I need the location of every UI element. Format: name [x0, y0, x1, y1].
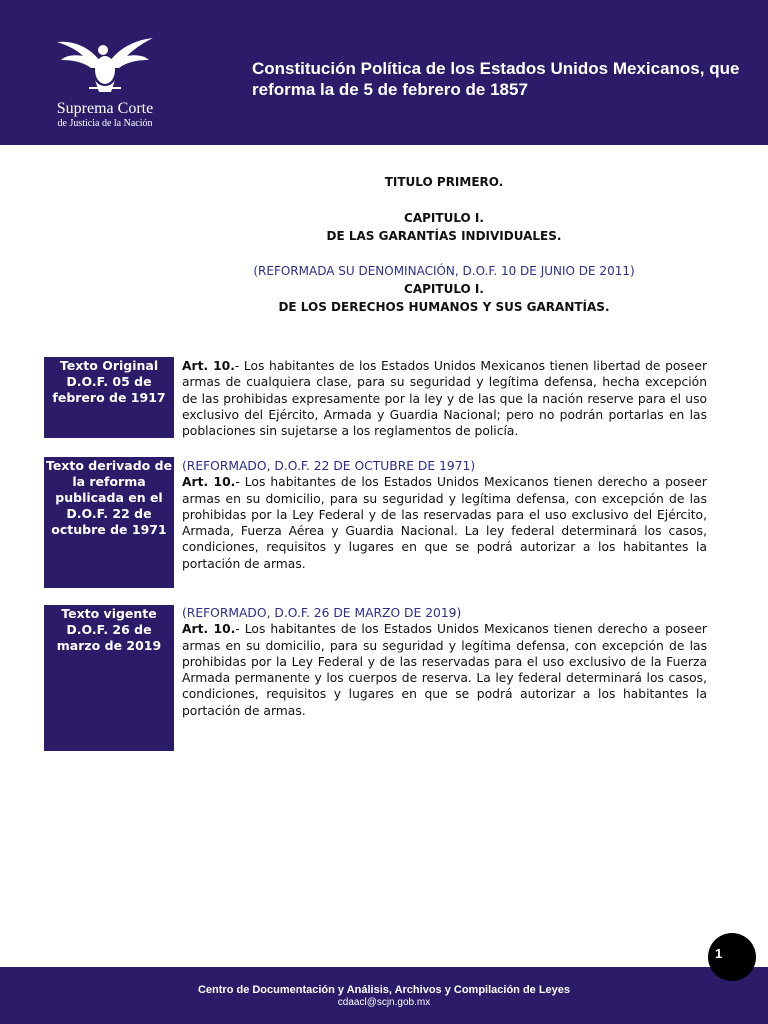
chapter-headings: [180, 173, 708, 316]
article-text-1971: [182, 458, 707, 572]
footer-email: cdaacl@scjn.gob.mx: [337, 997, 431, 1008]
reform-note-1971: (REFORMADO, D.O.F. 22 DE OCTUBRE DE 1971): [182, 459, 476, 473]
logo-subtitle: de Justicia de la Nación: [57, 118, 153, 129]
titulo-heading: TITULO PRIMERO.: [384, 175, 504, 189]
version-label-2019: Texto vigente D.O.F. 26 de marzo de 2019: [44, 605, 174, 751]
eagle-emblem-icon: [55, 28, 155, 98]
article-number: Art. 10.: [182, 622, 236, 637]
reform-note: (REFORMADA SU DENOMINACIÓN, D.O.F. 10 DE JUNIO DE 2011): [253, 264, 635, 278]
page-header: [0, 0, 768, 145]
article-text-original: [182, 358, 707, 439]
page-footer: [0, 967, 768, 1024]
logo-name: Suprema Corte: [56, 100, 154, 117]
version-label-original: Texto Original D.O.F. 05 de febrero de 1917: [44, 357, 174, 438]
article-text-2019: [182, 605, 707, 719]
article-number: Art. 10.: [182, 359, 235, 373]
article-number: Art. 10.: [182, 475, 236, 490]
capitulo-current-heading: CAPITULO I.: [404, 282, 484, 296]
capitulo-original-name: DE LAS GARANTÍAS INDIVIDUALES.: [326, 229, 562, 243]
document-title: Constitución Política de los Estados Unidos Mexicanos, que reforma la de 5 de febrero de 1857: [252, 59, 740, 99]
page-number-badge: 1: [708, 933, 756, 981]
capitulo-original-heading: CAPITULO I.: [404, 211, 484, 225]
capitulo-current-name: DE LOS DERECHOS HUMANOS Y SUS GARANTÍAS.: [278, 300, 610, 314]
article-body: - Los habitantes de los Estados Unidos Mexicanos tienen derecho a poseer armas en su domicilio, para su seguridad y legítima defensa, con excepción de las prohibidas por la Ley Federal y de las reservadas para el uso exclusivo del Ejército, Armada, Fuerza Aérea y Guardia Nacional. La ley federal determinará los casos, condiciones, requisitos y lugares en que se podrá autorizar a los habitantes la portación de armas.: [182, 475, 707, 571]
version-label-1971: Texto derivado de la reforma publicada en el D.O.F. 22 de octubre de 1971: [44, 457, 174, 588]
footer-organization: Centro de Documentación y Análisis, Archivos y Compilación de Leyes: [197, 984, 571, 996]
reform-note-2019: (REFORMADO, D.O.F. 26 DE MARZO DE 2019): [182, 606, 462, 620]
article-body: - Los habitantes de los Estados Unidos Mexicanos tienen libertad de poseer armas de cualquiera clase, para su seguridad y legítima defensa, hecha excepción de las prohibidas expresamente por la ley y de las que la nación reserve para el uso exclusivo del Ejército, Armada y Guardia Nacional; pero no podrán portarlas en las poblaciones sin sujetarse a los reglamentos de policía.: [182, 359, 707, 439]
scjn-logo: [50, 28, 160, 133]
article-body: - Los habitantes de los Estados Unidos Mexicanos tienen derecho a poseer armas en su domicilio, para su seguridad y legítima defensa, con excepción de las prohibidas por la Ley Federal y de las reservadas para el uso exclusivo de la Fuerza Armada permanente y los cuerpos de reserva. La ley federal determinará los casos, condiciones, requisitos y lugares en que se podrá autorizar a los habitantes la portación de armas.: [182, 622, 707, 718]
